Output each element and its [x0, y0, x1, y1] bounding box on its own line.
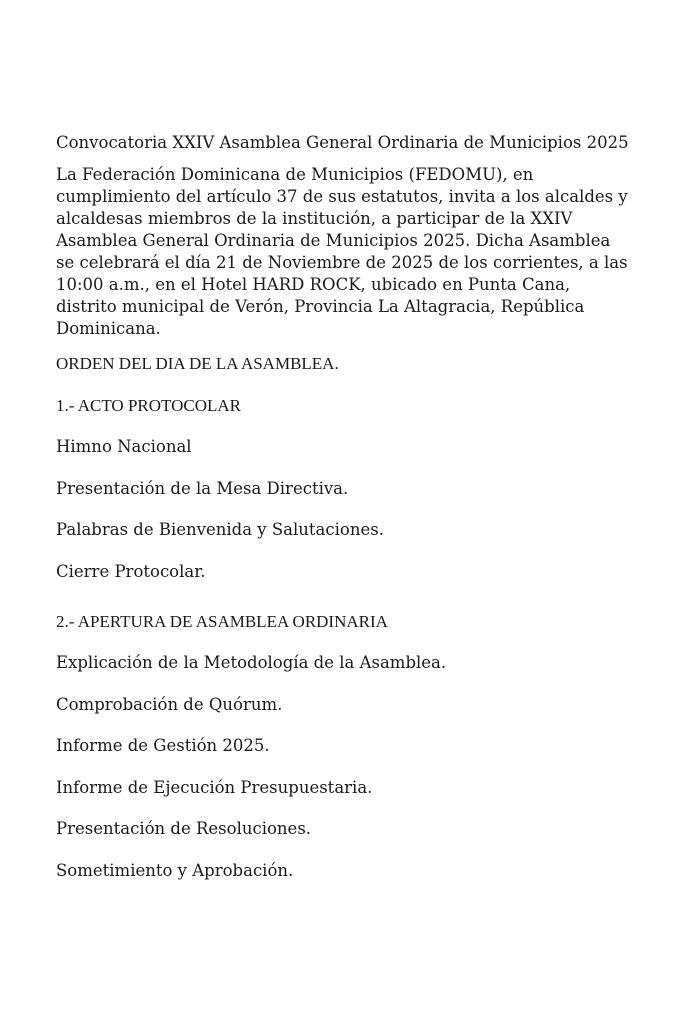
agenda-item: Comprobación de Quórum.: [56, 694, 283, 714]
agenda-item: Presentación de la Mesa Directiva.: [56, 478, 349, 498]
intro-line: cumplimiento del artículo 37 de sus estatutos, invita a los alcaldes y: [56, 187, 628, 206]
agenda-item: Cierre Protocolar.: [56, 561, 206, 581]
document-page: [56, 132, 636, 882]
agenda-heading: ORDEN DEL DIA DE LA ASAMBLEA.: [56, 354, 339, 373]
intro-line: La Federación Dominicana de Municipios (FEDOMU), en: [56, 165, 534, 184]
agenda-item: Informe de Ejecución Presupuestaria.: [56, 777, 373, 797]
intro-line: 10:00 a.m., en el Hotel HARD ROCK, ubicado en Punta Cana,: [56, 275, 571, 294]
document-title: Convocatoria XXIV Asamblea General Ordinaria de Municipios 2025: [56, 133, 629, 152]
agenda-item: Informe de Gestión 2025.: [56, 736, 270, 755]
intro-paragraph: [56, 164, 636, 340]
agenda-item: Sometimiento y Aprobación.: [56, 860, 294, 880]
intro-line: Asamblea General Ordinaria de Municipios 2025. Dicha Asamblea: [56, 231, 611, 250]
intro-line: alcaldesas miembros de la institución, a participar de la XXIV: [56, 209, 573, 228]
intro-line: Dominicana.: [56, 319, 161, 338]
section-2-heading: 2.- APERTURA DE ASAMBLEA ORDINARIA: [56, 611, 388, 631]
agenda-item: Explicación de la Metodología de la Asamblea.: [56, 653, 447, 672]
intro-line: se celebrará el día 21 de Noviembre de 2025 de los corrientes, a las: [56, 253, 628, 272]
section-1-heading: 1.- ACTO PROTOCOLAR: [56, 395, 241, 415]
agenda-item: Presentación de Resoluciones.: [56, 819, 312, 838]
agenda-item: Himno Nacional: [56, 437, 192, 456]
agenda-item: Palabras de Bienvenida y Salutaciones.: [56, 520, 384, 539]
intro-line: distrito municipal de Verón, Provincia La Altagracia, República: [56, 297, 585, 316]
